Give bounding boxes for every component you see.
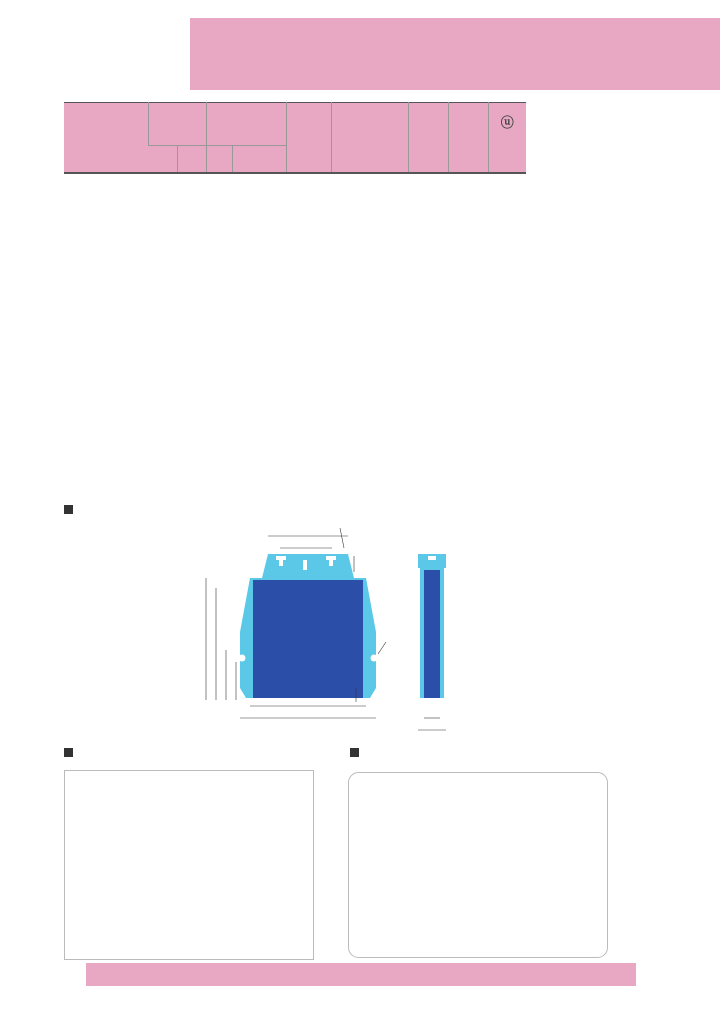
header-dc <box>177 146 206 173</box>
housing-cap <box>262 554 354 578</box>
header <box>0 0 720 86</box>
header-clamping <box>286 103 331 173</box>
vi-chart <box>348 772 608 958</box>
pulse-frame <box>65 771 314 960</box>
bullet-square-icon <box>64 748 73 757</box>
side-body <box>424 570 440 698</box>
footer-band <box>86 963 636 986</box>
housing-body <box>253 580 363 698</box>
vi-frame <box>349 773 608 958</box>
header-tolerance <box>232 146 286 173</box>
header-energy <box>448 103 488 173</box>
mounting-hole-left <box>239 655 246 662</box>
header-band <box>190 18 720 90</box>
header-surge <box>331 103 408 173</box>
vi-heading <box>350 745 369 761</box>
dimensions-heading <box>64 502 83 518</box>
company-logo <box>58 20 182 86</box>
header-varistor-voltage <box>206 103 286 146</box>
header-max-voltage <box>148 103 206 146</box>
dimensions-drawing <box>180 512 480 744</box>
bullet-square-icon <box>64 505 73 514</box>
mounting-hole-right <box>371 655 378 662</box>
pulse-chart <box>64 770 314 960</box>
spec-table <box>64 102 526 174</box>
bullet-square-icon <box>350 748 359 757</box>
header-part-number <box>64 103 148 173</box>
header-wattage <box>408 103 448 173</box>
ul-mark-icon: ⓤ <box>500 115 514 130</box>
pulse-heading <box>64 745 83 761</box>
header-acrms <box>148 146 177 173</box>
header-vdc <box>206 146 232 173</box>
header-ul <box>488 103 526 173</box>
